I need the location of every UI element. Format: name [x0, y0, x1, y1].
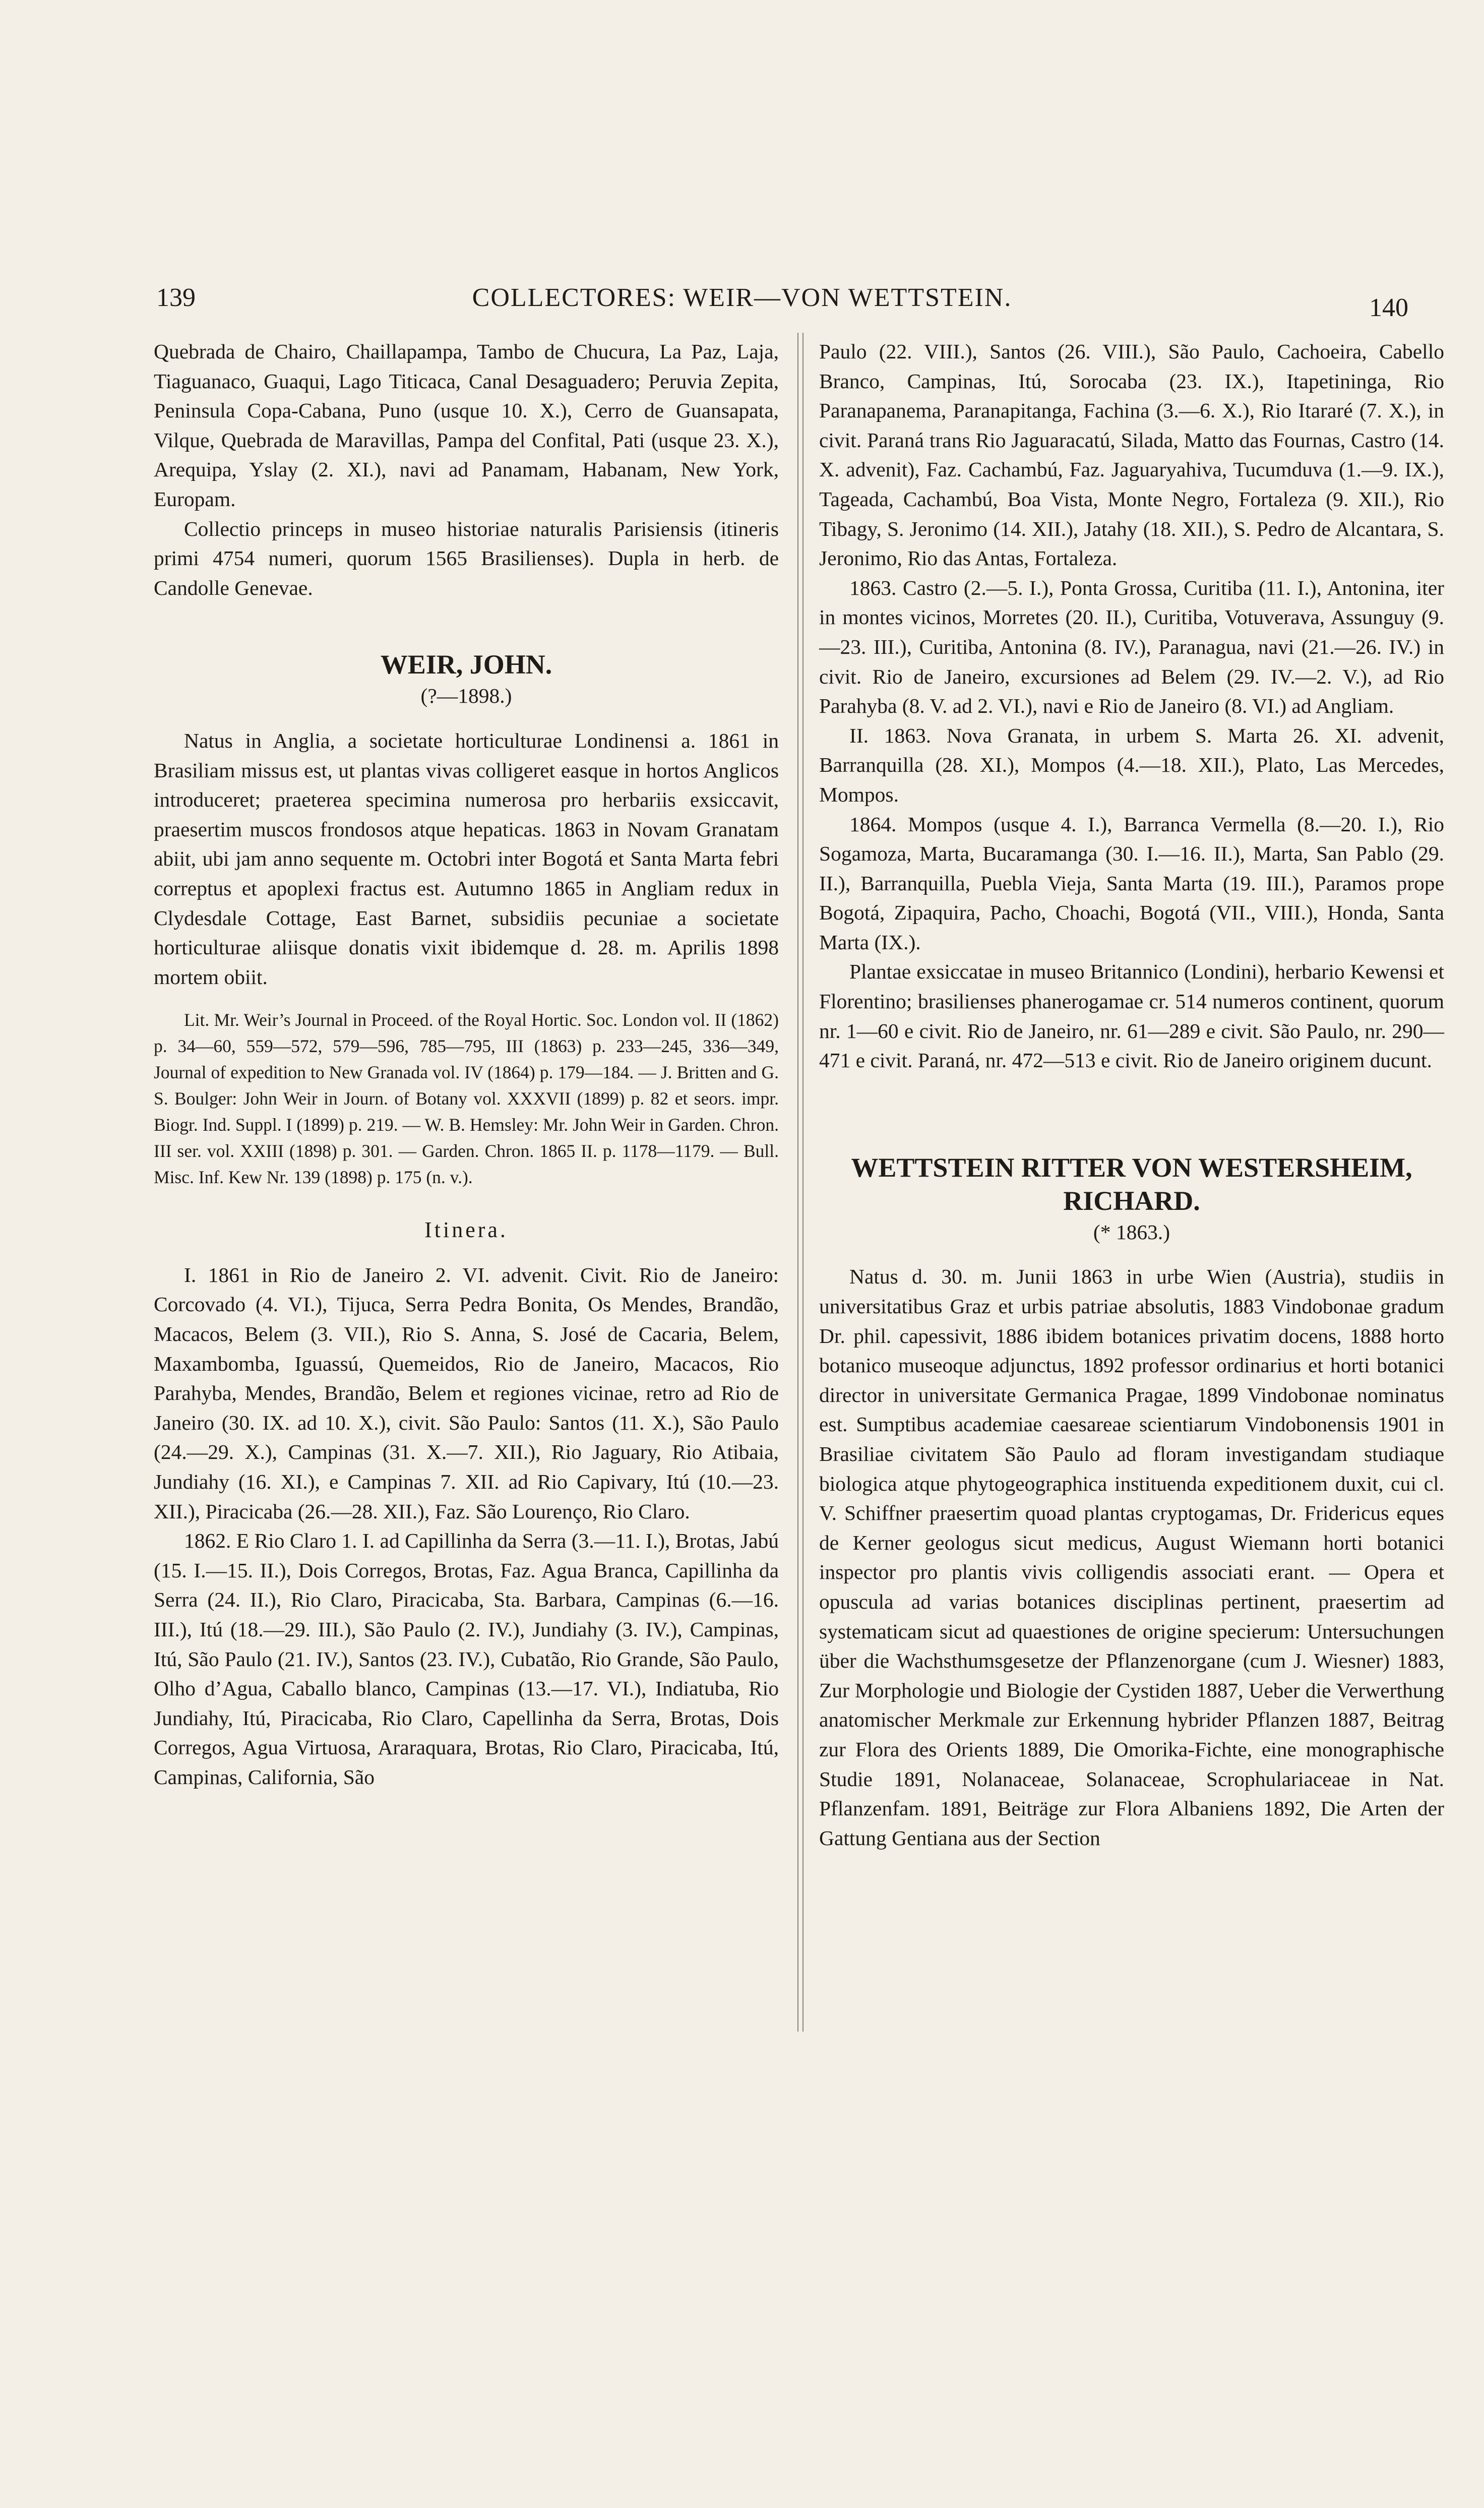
plantae-paragraph: Plantae exsiccatae in museo Britannico (Londini), herbario Kewensi et Florentino; brasilienses phanerogamae cr. 514 numeros continent, quorum nr. 1—60 e civit. Rio de Janeiro, nr. 61—289 e civit. São Paulo, nr. 290—471 e civit. Paraná, nr. 472—513 e civit. Rio de Janeiro originem ducunt. [819, 960, 1444, 1072]
left-column [154, 337, 779, 1792]
itinerary-1864: 1864. Mompos (usque 4. I.), Barranca Vermella (8.—20. I.), Rio Sogamoza, Marta, Bucaramanga (30. I.—16. II.), Marta, San Pablo (29. II.), Barranquilla, Puebla Vieja, Santa Marta (19. III.), Paramos prope Bogotá, Zipaquira, Pacho, Choachi, Bogotá (VII., VIII.), Honda, Santa Marta (IX.). [819, 812, 1444, 954]
itinerary-ii: II. 1863. Nova Granata, in urbem S. Marta 26. XI. advenit, Barranquilla (28. XI.), Mompos (4.—18. XII.), Plato, Las Mercedes, Mompos. [819, 723, 1444, 806]
literature-paragraph: Lit. Mr. Weir’s Journal in Proceed. of the Royal Hortic. Soc. London vol. II (1862) p. 34—60, 559—572, 579—596, 785—795, III (1863) p. 233—245, 336—349, Journal of expedition to New Granada vol. IV (1864) p. 179—184. — J. Britten and G. S. Boulger: John Weir in Journ. of Botany vol. XXXVII (1899) p. 82 et seors. impr. Biogr. Ind. Suppl. I (1899) p. 219. — W. B. Hemsley: Mr. John Weir in Garden. Chron. III ser. vol. XXIII (1898) p. 301. — Garden. Chron. 1865 II. p. 1178—1179. — Bull. Misc. Inf. Kew Nr. 139 (1898) p. 175 (n. v.). [154, 1010, 779, 1188]
page-number-right: 140 [1369, 293, 1408, 322]
entry-heading-wettstein-line1: WETTSTEIN RITTER VON WESTERSHEIM, [851, 1152, 1412, 1183]
intro-paragraph: Quebrada de Chairo, Chaillapampa, Tambo de Chucura, La Paz, Laja, Tiaguanaco, Guaqui, Lago Titicaca, Canal Desaguadero; Peruvia Zepita, Peninsula Copa-Cabana, Puno (usque 10. X.), Cerro de Guansapata, Vilque, Quebrada de Maravillas, Pampa del Confital, Pati (usque 23. X.), Arequipa, Yslay (2. XI.), navi ad Panamam, Habanam, New York, Europam. [154, 340, 779, 511]
column-divider [797, 333, 803, 2032]
entry-dates-wettstein: (* 1863.) [1093, 1220, 1170, 1244]
entry-heading-wettstein-line2: RICHARD. [1063, 1185, 1200, 1216]
itinerary-continued: Paulo (22. VIII.), Santos (26. VIII.), São Paulo, Cachoeira, Cabello Branco, Campinas, Itú, Sorocaba (23. IX.), Itapetininga, Rio Paranapanema, Paranapitanga, Fachina (3.—6. X.), Rio Itararé (7. X.), in civit. Paraná trans Rio Jaguaracatú, Silada, Matto das Fournas, Castro (14. X. advenit), Faz. Cachambú, Faz. Jaguaryahiva, Tucumduva (1.—9. IX.), Tageada, Cachambú, Boa Vista, Monte Negro, Fortaleza (9. XII.), Rio Tibagy, S. Jeronimo (14. XII.), Jatahy (18. XII.), S. Pedro de Alcantara, S. Jeronimo, Rio das Antas, Fortaleza. [819, 340, 1444, 570]
itinerary-1861: I. 1861 in Rio de Janeiro 2. VI. advenit. Civit. Rio de Janeiro: Corcovado (4. VI.), Tijuca, Serra Pedra Bonita, Os Mendes, Brandão, Macacos, Belem (3. VII.), Rio S. Anna, S. José de Cacaria, Belem, Maxambomba, Iguassú, Quemeidos, Rio de Janeiro, Macacos, Rio Parahyba, Mendes, Brandão, Belem et regiones vicinae, retro ad Rio de Janeiro (30. IX. ad 10. X.), civit. São Paulo: Santos (11. X.), São Paulo (24.—29. X.), Campinas (31. X.—7. XII.), Rio Jaguary, Rio Atibaia, Jundiahy (16. XI.), e Campinas 7. XII. ad Rio Capivary, Itú (10.—23. XII.), Piracicaba (26.—28. XII.), Faz. São Lourenço, Rio Claro. [154, 1263, 779, 1523]
wettstein-biography: Natus d. 30. m. Junii 1863 in urbe Wien (Austria), studiis in universitatibus Graz et urbis patriae absolutis, 1883 Vindobonae gradum Dr. phil. capessivit, 1886 ibidem botanices privatim docens, 1888 horto botanico museoque adjunctus, 1892 professor ordinarius et horti botanici director in universitate Germanica Pragae, 1899 Vindobonae nominatus est. Sumptibus academiae caesareae scientiarum Vindobonensis 1901 in Brasiliae civitatem São Paulo ad floram investigandam studiaque biologica atque phytogeographica instituenda expeditionem duxit, cui cl. V. Schiffner praesertim quoad plantas cryptogamas, Dr. Fridericus eques de Kerner geologus sicut medicus, August Wiemann horti botanici inspector pro plantis vivis colligendis associati erant. — Opera et opuscula ad varias botanices disciplinas pertinent, praesertim ad systematicam sicut ad quaestiones de origine specierum: Untersuchungen über die Wachsthumsgesetze der Pflanzenorgane (cum J. Wiesner) 1883, Zur Morphologie und Biologie der Cystiden 1887, Ueber die Verwerthung anatomischer Merkmale zur Erkennung hybrider Pflanzen 1887, Beitrag zur Flora des Orients 1889, Die Omorika-Fichte, eine monographische Studie 1891, Nolanaceae, Solanaceae, Scrophulariaceae in Nat. Pflanzenfam. 1891, Beiträge zur Flora Albaniens 1892, Die Arten der Gattung Gentiana aus der Section [819, 1265, 1444, 1850]
itinerary-1862: 1862. E Rio Claro 1. I. ad Capillinha da Serra (3.—11. I.), Brotas, Jabú (15. I.—15. II.), Dois Corregos, Brotas, Faz. Agua Branca, Capillinha da Serra (24. II.), Rio Claro, Piracicaba, Sta. Barbara, Campinas (6.—16. III.), Itú (18.—29. III.), São Paulo (2. IV.), Jundiahy (3. IV.), Campinas, Itú, São Paulo (21. IV.), Santos (23. IV.), Cubatão, Rio Grande, São Paulo, Olho d’Agua, Caballo blanco, Campinas (13.—17. VI.), Indiatuba, Rio Jundiahy, Itú, Piracicaba, Rio Claro, Capellinha da Serra, Brotas, Dois Corregos, Agua Virtuosa, Araraquara, Brotas, Rio Claro, Piracicaba, Itú, Campinas, California, São [154, 1529, 779, 1789]
itinera-heading: Itinera. [424, 1217, 508, 1243]
right-column [819, 337, 1444, 1853]
biography-paragraph: Natus in Anglia, a societate horticulturae Londinensi a. 1861 in Brasiliam missus est, ut plantas vivas colligeret easque in hortos Anglicos introduceret; praeterea specimina numerosa pro herbariis exsiccavit, praesertim muscos frondosos atque hepaticas. 1863 in Novam Granatam abiit, ubi jam anno sequente m. Octobri inter Bogotá et Santa Marta febri correptus et apoplexi fractus est. Autumno 1865 in Angliam redux in Clydesdale Cottage, East Barnet, subsidiis pecuniae a societate horticulturae aliisque donatis vixit ibidemque d. 28. m. Aprilis 1898 mortem obiit. [154, 728, 779, 989]
itinerary-1863: 1863. Castro (2.—5. I.), Ponta Grossa, Curitiba (11. I.), Antonina, iter in montes vicinos, Morretes (20. II.), Curitiba, Votuverava, Assunguy (9.—23. III.), Curitiba, Antonina (8. IV.), Paranagua, navi (21.—26. IV.) in civit. Rio de Janeiro, excursiones ad Belem (29. IV.—2. V.), ad Rio Parahyba (8. V. ad 2. VI.), navi e Rio de Janeiro (8. VI.) ad Angliam. [819, 576, 1444, 718]
page-number-left: 139 [156, 283, 196, 312]
entry-dates-weir: (?—1898.) [420, 684, 512, 708]
entry-heading-weir: WEIR, JOHN. [380, 649, 552, 680]
collectio-paragraph: Collectio princeps in museo historiae naturalis Parisiensis (itineris primi 4754 numeri, quorum 1565 Brasilienses). Dupla in herb. de Candolle Genevae. [154, 517, 779, 599]
running-header: COLLECTORES: WEIR—VON WETTSTEIN. [472, 283, 1012, 312]
